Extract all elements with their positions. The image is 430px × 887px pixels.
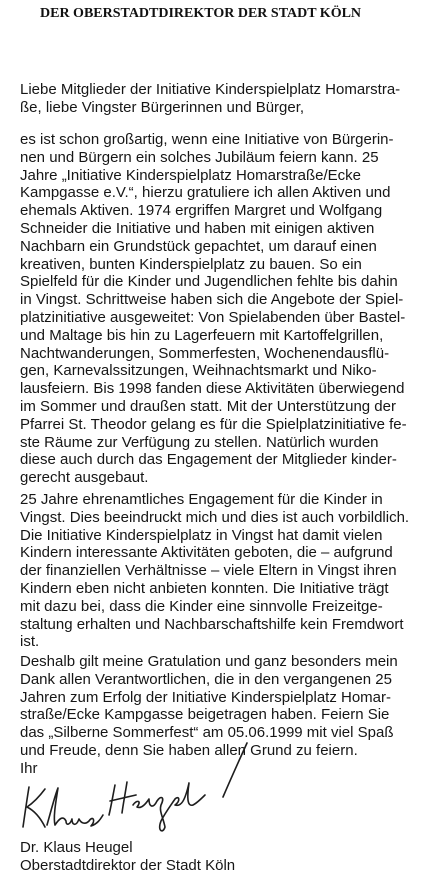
text-line: lausfeiern. Bis 1998 fanden diese Aktivitäten überwiegend xyxy=(20,380,405,398)
salutation-paragraph xyxy=(20,81,400,117)
text-line: Jahre „Initiative Kinderspielplatz Homarstraße/Ecke xyxy=(20,166,361,184)
handwritten-signature xyxy=(15,735,265,840)
text-line: Pfarrei St. Theodor gelang es für die Spielplatzinitiative fe- xyxy=(20,415,407,433)
signer-block xyxy=(20,839,235,875)
text-line: nen und Bürgern ein solches Jubiläum feiern kann. 25 xyxy=(20,148,379,166)
letterhead: DER OBERSTADTDIREKTOR DER STADT KÖLN xyxy=(40,6,362,21)
signer-title: Oberstadtdirektor der Stadt Köln xyxy=(20,856,236,874)
text-line: ße, liebe Vingster Bürgerinnen und Bürger, xyxy=(20,98,305,116)
text-line: Spielfeld für die Kinder und Jugendlichen fehlte bis dahin xyxy=(20,273,398,291)
text-line: Kindern eben nicht anbieten konnten. Die Initiative trägt xyxy=(20,579,389,597)
text-line: straße/Ecke Kampgasse beigetragen haben. Feiern Sie xyxy=(20,706,390,724)
text-line: Kampgasse e.V.“, hierzu gratuliere ich allen Aktiven und xyxy=(20,184,391,202)
text-line: staltung erhalten und Nachbarschaftshilfe kein Fremdwort xyxy=(20,615,404,633)
text-line: mit dazu bei, dass die Kinder eine sinnvolle Freizeitge- xyxy=(20,597,383,615)
text-line: ste Räume zur Verfügung zu stellen. Natürlich wurden xyxy=(20,433,379,451)
text-line: das „Silberne Sommerfest“ am 05.06.1999 mit viel Spaß xyxy=(20,724,394,742)
text-line: es ist schon großartig, wenn eine Initiative von Bürgerin- xyxy=(20,131,394,148)
text-line: und Maltage bis hin zu Lagerfeuern mit Kartoffelgrillen, xyxy=(20,326,384,344)
text-line: der finanziellen Verhältnisse – viele Eltern in Vingst ihren xyxy=(20,562,397,580)
text-line: Ihr xyxy=(20,759,38,777)
text-line: Nachbarn ein Grundstück gepachtet, um darauf einen xyxy=(20,237,377,255)
text-line: Kindern interessante Aktivitäten geboten, die – aufgrund xyxy=(20,544,393,562)
text-line: und Freude, denn Sie haben allen Grund zu feiern. xyxy=(20,741,358,759)
text-line: Nachtwanderungen, Sommerfesten, Wochenendausflü- xyxy=(20,344,390,362)
text-line: Schneider die Initiative und haben mit einigen aktiven xyxy=(20,219,375,237)
text-line: gerecht ausgebaut. xyxy=(20,469,149,487)
body-paragraph-2 xyxy=(20,491,409,651)
text-line: Die Initiative Kinderspielplatz in Vingst hat damit vielen xyxy=(20,526,383,544)
text-line: ist. xyxy=(20,633,40,651)
text-line: Jahren zum Erfolg der Initiative Kinderspielplatz Homar- xyxy=(20,688,391,706)
text-line: diese auch durch das Engagement der Mitglieder kinder- xyxy=(20,451,397,469)
text-line: im Sommer und draußen statt. Mit der Unterstützung der xyxy=(20,397,396,415)
text-line: Vingst. Dies beeindruckt mich und dies ist auch vorbildlich. xyxy=(20,508,410,526)
text-line: Liebe Mitglieder der Initiative Kinderspielplatz Homarstra- xyxy=(20,81,401,98)
signer-name: Dr. Klaus Heugel xyxy=(20,839,133,856)
text-line: ehemals Aktiven. 1974 ergriffen Margret und Wolfgang xyxy=(20,202,383,220)
text-line: Deshalb gilt meine Gratulation und ganz besonders mein xyxy=(20,653,398,670)
text-line: in Vingst. Schrittweise haben sich die Angebote der Spiel- xyxy=(20,291,404,309)
text-line: gen, Karnevalssitzungen, Weihnachtsmarkt und Niko- xyxy=(20,362,377,380)
text-line: 25 Jahre ehrenamtliches Engagement für die Kinder in xyxy=(20,491,383,508)
text-line: Dank allen Verantwortlichen, die in den vergangenen 25 xyxy=(20,670,392,688)
text-line: kreativen, bunten Kinderspielplatz zu bauen. So ein xyxy=(20,255,362,273)
body-paragraph-1 xyxy=(20,131,407,487)
text-line: platzinitiative ausgeweitet: Von Spielabenden über Bastel- xyxy=(20,308,406,326)
